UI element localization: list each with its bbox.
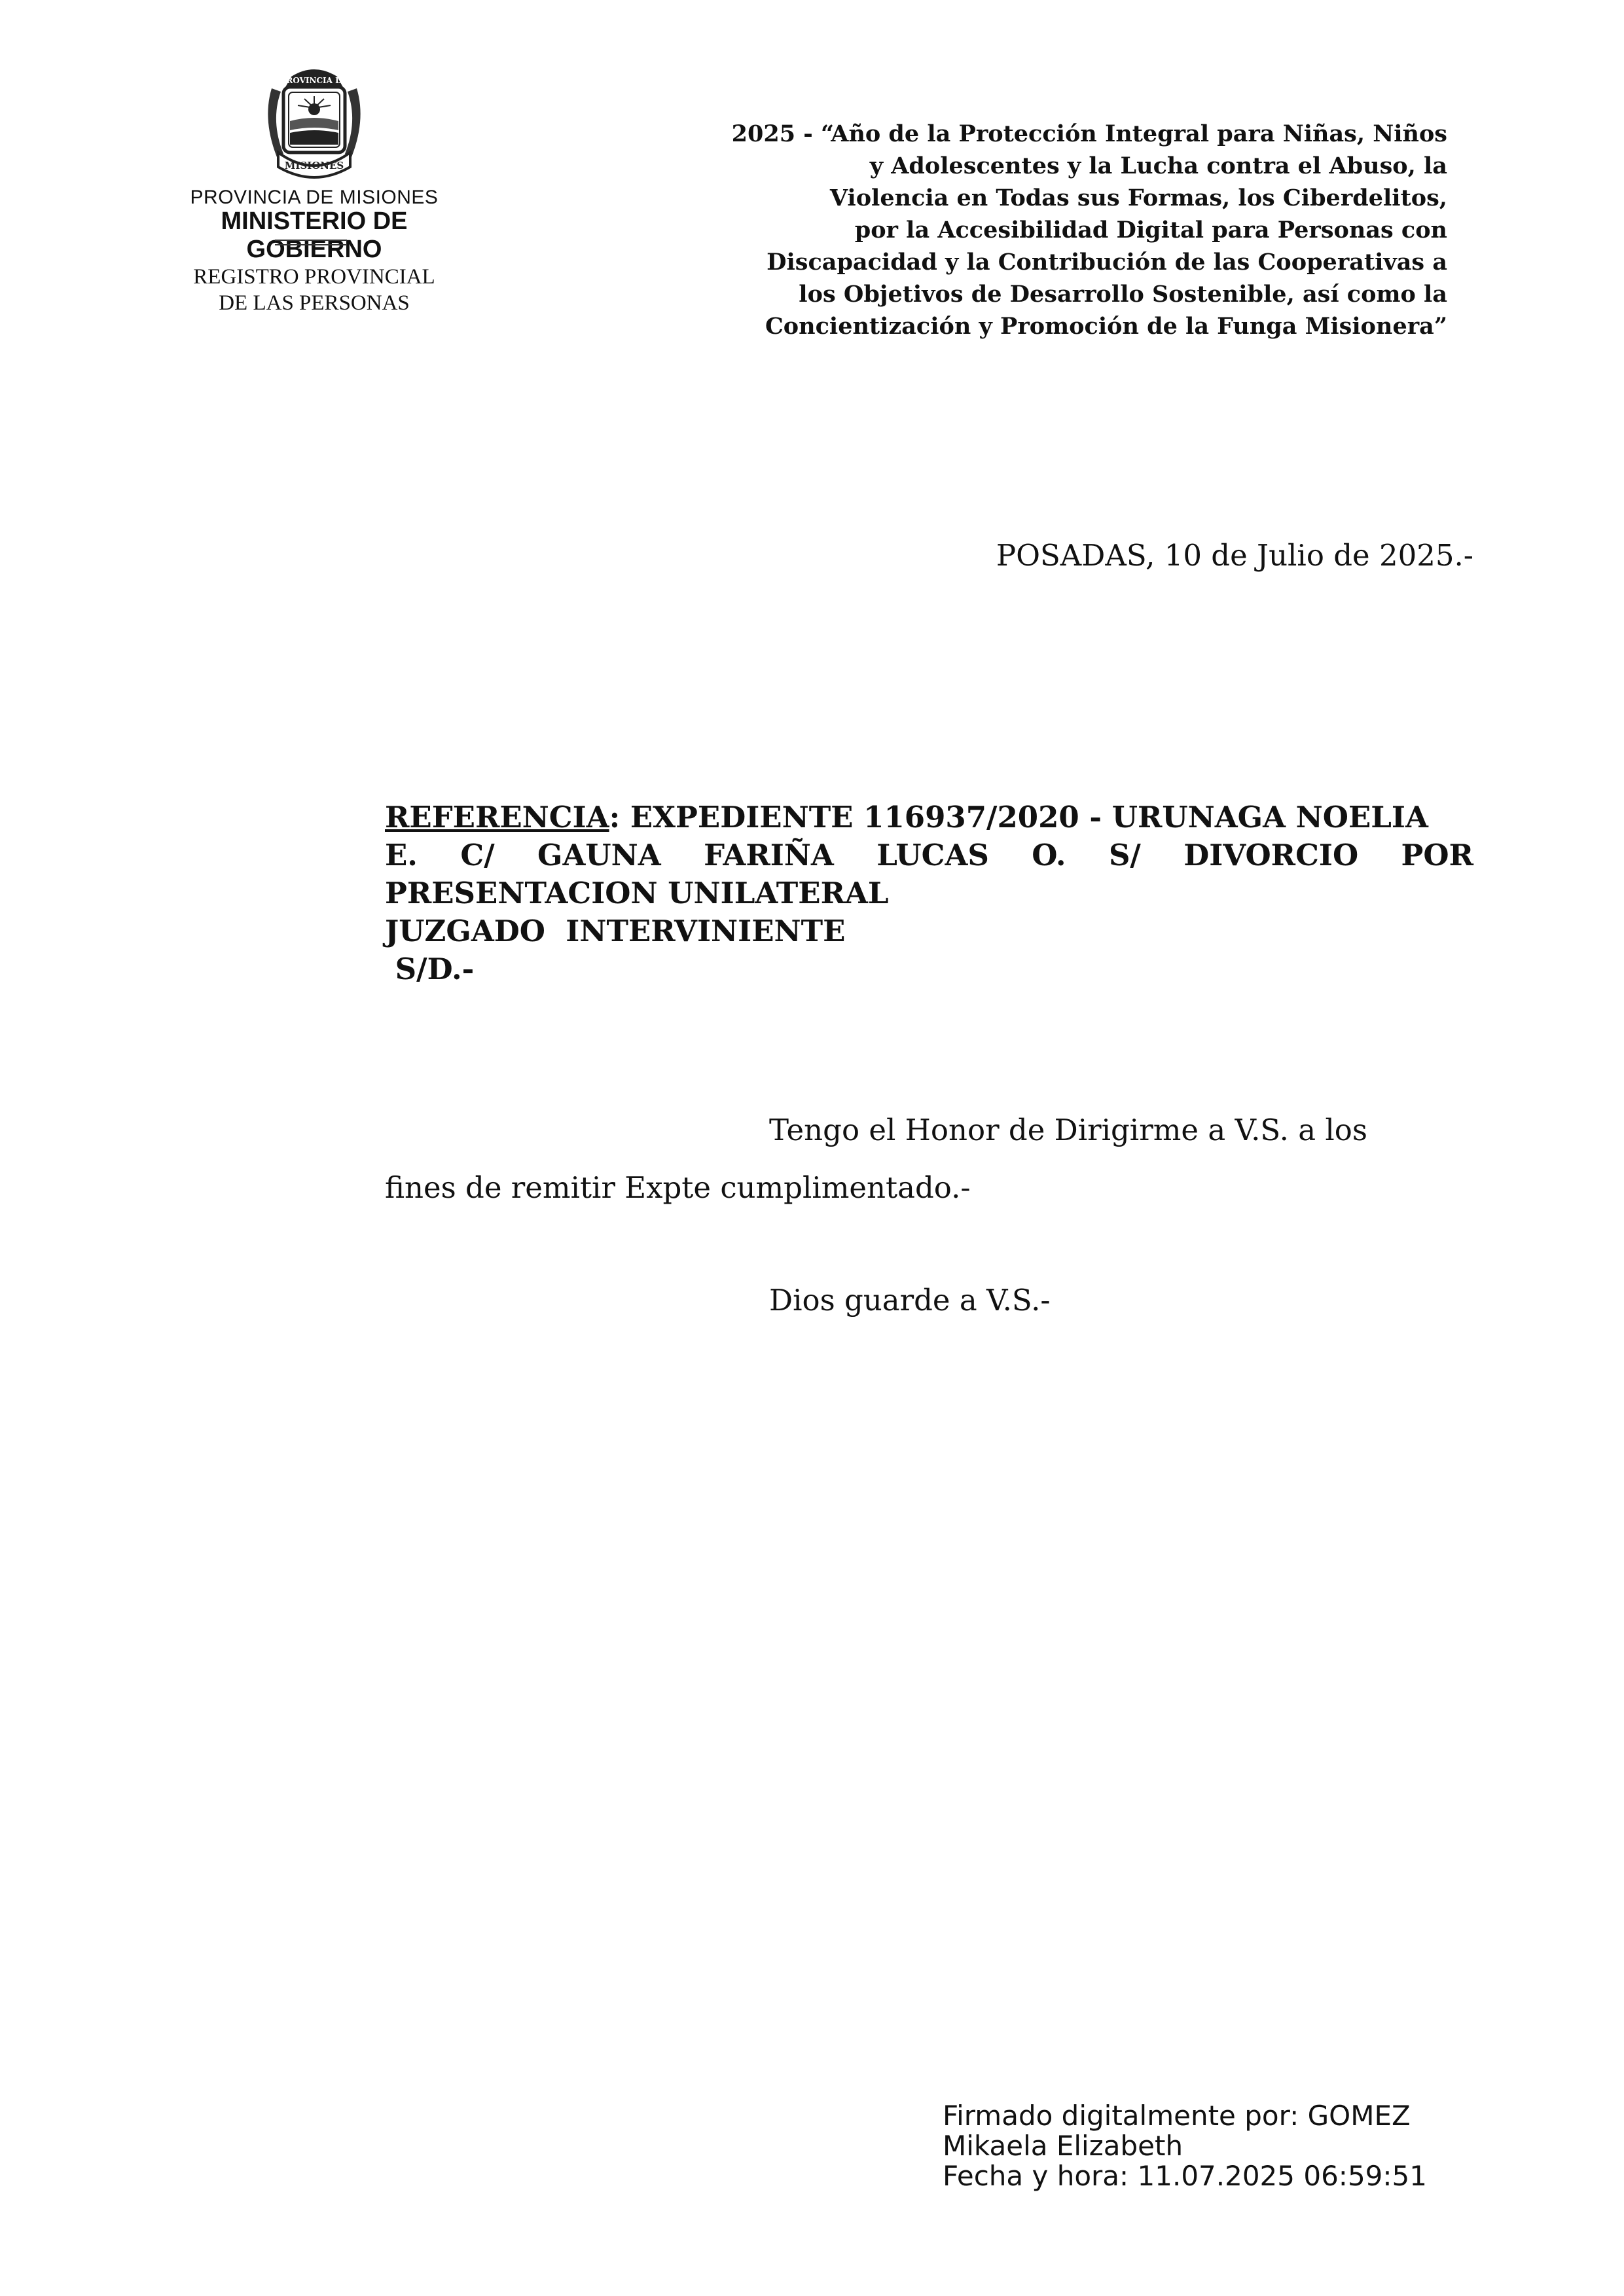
header-divider: [275, 244, 347, 245]
signature-line: Fecha y hora: 11.07.2025 06:59:51: [943, 2160, 1427, 2192]
motto-line: 2025 - “Año de la Protección Integral para Niñas, Niños: [731, 120, 1447, 147]
reference-word: DIVORCIO: [1183, 838, 1359, 872]
reference-word: GAUNA: [537, 838, 661, 872]
reference-word: S/: [1108, 838, 1141, 872]
reference-label: REFERENCIA: [385, 800, 609, 834]
reference-word: POR: [1401, 838, 1473, 872]
reference-line1-text: : EXPEDIENTE 116937/2020 - URUNAGA NOELIA: [609, 800, 1428, 834]
reference-word: C/: [460, 838, 495, 872]
place-date: POSADAS, 10 de Julio de 2025.-: [996, 538, 1473, 573]
header-registry-line1: REGISTRO PROVINCIAL: [193, 265, 435, 289]
closing-salutation: Dios guarde a V.S.-: [769, 1283, 1051, 1318]
motto-line: Concientización y Promoción de la Funga Misionera”: [765, 313, 1447, 340]
header-ministry: MINISTERIO DE GOBIERNO: [221, 207, 408, 263]
digital-signature: [943, 2101, 1427, 2191]
provincial-seal-logo: [252, 62, 376, 187]
signature-line: Mikaela Elizabeth: [943, 2130, 1183, 2162]
reference-word: FARIÑA: [704, 838, 834, 872]
official-year-motto: [629, 118, 1447, 342]
header-province: PROVINCIA DE MISIONES: [190, 187, 439, 208]
reference-line: [385, 798, 1473, 836]
header-divider: [275, 240, 347, 241]
reference-word: LUCAS: [876, 838, 989, 872]
signature-line: Firmado digitalmente por: GOMEZ: [943, 2100, 1411, 2132]
reference-sd: S/D.-: [385, 952, 475, 986]
header-registry-line2: DE LAS PERSONAS: [219, 291, 410, 315]
reference-court: JUZGADO INTERVINIENTE: [385, 914, 846, 948]
reference-line: PRESENTACION UNILATERAL: [385, 876, 889, 910]
reference-word: O.: [1032, 838, 1066, 872]
reference-word: E.: [385, 838, 418, 872]
body-paragraph-line1: Tengo el Honor de Dirigirme a V.S. a los: [769, 1113, 1367, 1147]
seal-text-bottom: MISIONES: [284, 160, 344, 171]
reference-block: [385, 798, 1473, 988]
motto-line: los Objetivos de Desarrollo Sostenible, así como la: [799, 281, 1447, 308]
motto-line: Discapacidad y la Contribución de las Cooperativas a: [767, 249, 1447, 276]
reference-line: [385, 836, 1473, 874]
motto-line: por la Accesibilidad Digital para Personas con: [854, 217, 1447, 243]
motto-line: y Adolescentes y la Lucha contra el Abuso, la: [869, 152, 1447, 179]
motto-line: Violencia en Todas sus Formas, los Ciberdelitos,: [829, 185, 1447, 211]
body-paragraph-line2: fines de remitir Expte cumplimentado.-: [385, 1170, 971, 1205]
seal-text-top: PROVINCIA DE: [280, 76, 348, 85]
